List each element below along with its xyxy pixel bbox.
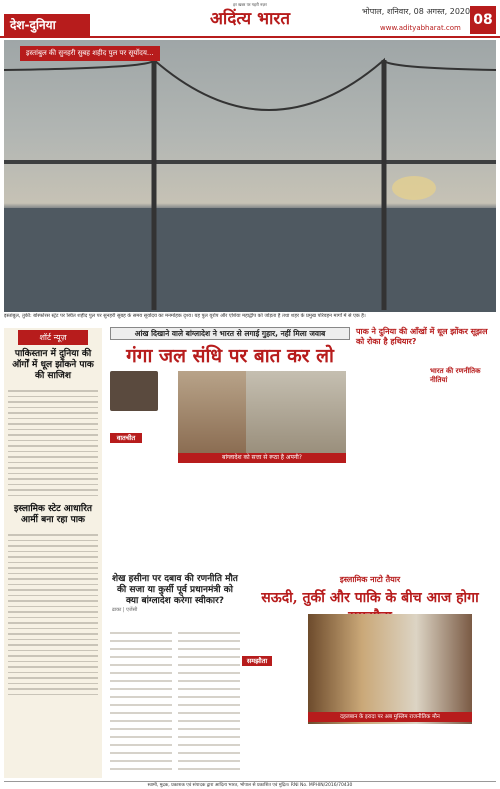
hasina-headline: शेख हसीना पर दबाव की रणनीति मौत की सजा या कुर्सी पूर्व प्रधानमंत्री को क्या बांग्लादेश करेगा स्वीकार?: [112, 574, 238, 606]
modi-photo: [178, 371, 246, 453]
page-footer: स्वामी, मुद्रक, प्रकाशक एवं संपादक द्वारा आदित्य भारत, भोपाल से प्रकाशित एवं मुद्रित। RNI No. MPHIN/2016/70430: [4, 781, 496, 789]
saudi-headline: सऊदी, तुर्की और पाकि के बीच आज होगा: [261, 590, 479, 606]
lead-kicker: आंख दिखाने वाले बांग्लादेश ने भारत से लगाई गुहार, नहीं मिला जवाब: [110, 327, 350, 340]
bridge-river-photo: [246, 371, 346, 453]
leaders-caption: दहलबान के इरादा पर अब मुस्लिम राजनीतिक मौन: [308, 712, 472, 722]
page-number: 08: [470, 6, 496, 34]
side-headline: भारत की रणनीतिक नीतियां: [430, 367, 481, 384]
short-news-column: [4, 328, 102, 778]
page-header: [0, 0, 500, 38]
sun-glow: [392, 176, 436, 200]
water-shape: [4, 208, 496, 312]
short-news-kicker: शॉर्ट न्यूज़: [18, 330, 88, 345]
bridge-cable: [4, 60, 496, 110]
section-title: देश-दुनिया: [4, 14, 90, 36]
left-headline-2: इस्लामिक स्टेट आधारित आर्मी बना रहा पाक: [13, 504, 93, 525]
bridge-illustration: [4, 40, 496, 312]
masthead-logo: [200, 2, 300, 36]
photo-caption: इस्तांबुल की सुनहरी सुबह शहीद पुल पर सूर्योदय...: [20, 46, 160, 61]
nato-kicker: इस्लामिक नाटो तैयार: [339, 575, 401, 584]
bridge-deck: [4, 160, 496, 164]
lead-photo-caption: बांग्लादेश को सत्ता से रूठा है अपनी?: [178, 453, 346, 463]
samjhauta-tag: समझौता: [242, 656, 272, 666]
right-kicker: पाक ने दुनिया की आँखों में धूल झोंकर सूझल को रोका है हथियार?: [356, 327, 488, 346]
hasina-story: [110, 574, 240, 613]
text-lines-1: [4, 384, 102, 502]
portrait-photo: [110, 371, 158, 411]
website-link[interactable]: www.adityabharat.com: [380, 24, 461, 32]
hasina-byline: ढाका | एजेंसी: [112, 607, 138, 613]
bridge-photo: [4, 40, 496, 312]
date-line: भोपाल, शनिवार, 08 अगस्त, 2020: [362, 7, 471, 16]
left-headline-1: पाकिस्तान में दुनिया की ऑर्गों में धूल झोंकने पाक की साजिश: [12, 349, 94, 381]
lead-tag: वातचीत: [110, 433, 142, 443]
photo-credit-line: इस्तांबुल, तुर्की: बोस्फोरस स्ट्रेट पर स्थित शहीद पुल पर सुनहरी सुबह के समय सूर्योदय का मनमोहक दृश्य। यह पुल यूरोप और एशिया महाद्वीप को जोड़ता है तथा शहर के प्रमुख परिवहन मार्गों में से एक है।: [4, 313, 366, 319]
logo-name: अदिंत्य भारत: [209, 9, 291, 29]
leaders-photo: [308, 614, 472, 724]
text-lines-svg: [110, 603, 240, 778]
text-lines-2: [4, 528, 102, 701]
text-block-1: [110, 603, 240, 778]
lead-headline: गंगा जल संधि पर बात कर लो: [126, 345, 334, 367]
logo-tagline: हर खबर पर गहरी नज़र: [233, 2, 267, 7]
